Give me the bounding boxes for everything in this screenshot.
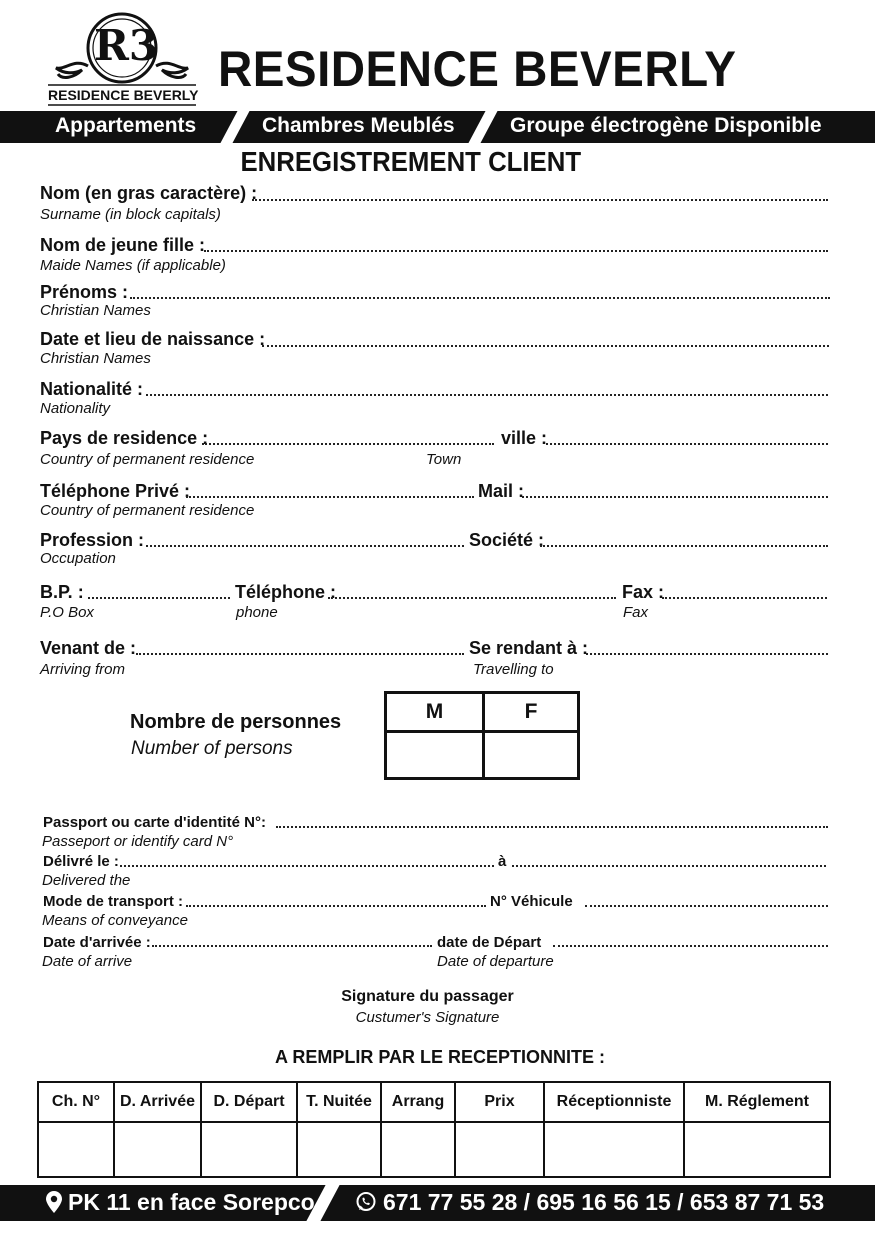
input-persons-m[interactable] — [387, 733, 482, 777]
input-venant[interactable] — [136, 653, 464, 655]
input-societe[interactable] — [540, 545, 828, 547]
sub-profession: Occupation — [40, 550, 116, 567]
input-profession[interactable] — [146, 545, 464, 547]
logo-caption: RESIDENCE BEVERLY — [48, 87, 199, 103]
input-prenoms[interactable] — [130, 297, 830, 299]
input-nom[interactable] — [252, 199, 828, 201]
sub-naissance: Christian Names — [40, 350, 151, 367]
input-bp[interactable] — [88, 597, 230, 599]
reception-cell[interactable] — [297, 1122, 381, 1177]
sub-bp: P.O Box — [40, 604, 94, 621]
input-pays[interactable] — [202, 443, 494, 445]
label-societe: Société : — [469, 530, 545, 550]
sub-arrivee: Date of arrive — [42, 953, 133, 970]
location-pin-icon — [46, 1191, 62, 1213]
input-rendant[interactable] — [586, 653, 828, 655]
label-nom: Nom (en gras caractère) : — [40, 183, 258, 203]
banner-item-chambres: Chambres Meublés — [262, 114, 455, 137]
label-delivre: Délivré le : — [43, 853, 119, 870]
form-title: ENREGISTREMENT CLIENT — [240, 146, 582, 177]
label-telephone-prive: Téléphone Privé : — [40, 481, 191, 501]
sub-transport: Means of conveyance — [42, 912, 188, 929]
sub-delivre: Delivered the — [42, 872, 131, 889]
footer-address — [46, 1189, 315, 1216]
reception-title: A REMPLIR PAR LE RECEPTIONNITE : — [274, 1047, 605, 1067]
footer-phones-text: 671 77 55 28 / 695 16 56 15 / 653 87 71 53 — [383, 1189, 825, 1215]
input-fax[interactable] — [662, 597, 827, 599]
input-telephone-prive[interactable] — [186, 496, 474, 498]
reception-table — [37, 1081, 831, 1178]
sub-jeune-fille: Maide Names (if applicable) — [40, 257, 226, 274]
input-arrivee[interactable] — [152, 945, 432, 947]
logo-monogram: R3 — [94, 21, 159, 70]
label-prenoms: Prénoms : — [40, 282, 129, 302]
reception-col-header: T. Nuitée — [297, 1082, 381, 1122]
reception-col-header: Ch. N° — [38, 1082, 114, 1122]
label-nationalite: Nationalité : — [40, 379, 144, 399]
services-banner — [0, 111, 875, 143]
banner-divider — [220, 111, 249, 143]
sub-rendant: Travelling to — [473, 661, 554, 678]
banner-item-appartements: Appartements — [55, 114, 197, 137]
input-depart[interactable] — [553, 945, 828, 947]
input-persons-f[interactable] — [485, 733, 577, 777]
label-fax: Fax : — [622, 582, 665, 602]
persons-col-f: F — [524, 700, 538, 723]
label-venant: Venant de : — [40, 638, 137, 658]
logo — [44, 8, 200, 108]
label-profession: Profession : — [40, 530, 145, 550]
input-passport[interactable] — [276, 826, 828, 828]
reception-col-header: D. Départ — [201, 1082, 297, 1122]
input-jeune-fille[interactable] — [204, 250, 828, 252]
banner-divider — [468, 111, 497, 143]
reception-cell[interactable] — [684, 1122, 830, 1177]
label-a: à — [498, 853, 507, 870]
sub-depart: Date of departure — [437, 953, 554, 970]
reception-cell[interactable] — [381, 1122, 455, 1177]
reception-cell[interactable] — [114, 1122, 201, 1177]
sub-telephone-prive: Country of permanent residence — [40, 502, 255, 519]
label-depart: date de Départ — [437, 934, 542, 951]
label-ville: ville : — [501, 428, 548, 448]
persons-col-m: M — [425, 700, 444, 723]
banner-item-groupe: Groupe électrogène Disponible — [510, 114, 822, 137]
sub-prenoms: Christian Names — [40, 302, 151, 319]
brand-title: RESIDENCE BEVERLY — [218, 41, 737, 97]
sub-pays: Country of permanent residence — [40, 451, 255, 468]
sub-fax: Fax — [623, 604, 649, 621]
label-jeune-fille: Nom de jeune fille : — [40, 235, 206, 255]
sub-venant: Arriving from — [40, 661, 126, 678]
footer-address-text: PK 11 en face Sorepco — [68, 1189, 315, 1215]
input-transport[interactable] — [186, 905, 486, 907]
label-persons: Nombre de personnes — [130, 711, 342, 733]
input-ville[interactable] — [546, 443, 828, 445]
sub-nationalite: Nationality — [40, 400, 111, 417]
sub-telephone: phone — [236, 604, 278, 621]
input-delivre[interactable] — [120, 865, 494, 867]
reception-col-header: Réceptionniste — [544, 1082, 684, 1122]
label-bp: B.P. : — [40, 582, 84, 602]
input-naissance[interactable] — [262, 345, 829, 347]
label-naissance: Date et lieu de naissance : — [40, 329, 266, 349]
label-pays: Pays de residence : — [40, 428, 209, 448]
reception-cell[interactable] — [38, 1122, 114, 1177]
sub-nom: Surname (in block capitals) — [40, 206, 221, 223]
label-arrivee: Date d'arrivée : — [43, 934, 151, 951]
sub-ville: Town — [426, 451, 462, 468]
footer-phones — [355, 1189, 824, 1216]
sub-persons: Number of persons — [131, 738, 293, 759]
label-transport: Mode de transport : — [43, 893, 184, 910]
whatsapp-icon — [355, 1191, 377, 1213]
input-vehicule[interactable] — [585, 905, 828, 907]
signature-sub: Custumer's Signature — [355, 1009, 500, 1026]
reception-col-header: D. Arrivée — [114, 1082, 201, 1122]
sub-passport: Passeport or identify card N° — [42, 833, 234, 850]
reception-col-header: Prix — [455, 1082, 544, 1122]
label-mail: Mail : — [478, 481, 525, 501]
input-telephone[interactable] — [328, 597, 616, 599]
input-nationalite[interactable] — [146, 394, 828, 396]
reception-col-header: Arrang — [381, 1082, 455, 1122]
persons-table — [384, 691, 580, 780]
label-rendant: Se rendant à : — [469, 638, 589, 658]
reception-cell[interactable] — [455, 1122, 544, 1177]
label-telephone: Téléphone : — [235, 582, 337, 602]
signature-label: Signature du passager — [341, 988, 514, 1005]
reception-col-header: M. Réglement — [684, 1082, 830, 1122]
label-vehicule: N° Véhicule — [490, 893, 573, 910]
label-passport: Passport ou carte d'identité N°: — [43, 814, 266, 831]
input-mail[interactable] — [522, 496, 828, 498]
reception-cell[interactable] — [201, 1122, 297, 1177]
input-a[interactable] — [512, 865, 826, 867]
footer — [0, 1185, 875, 1221]
reception-cell[interactable] — [544, 1122, 684, 1177]
